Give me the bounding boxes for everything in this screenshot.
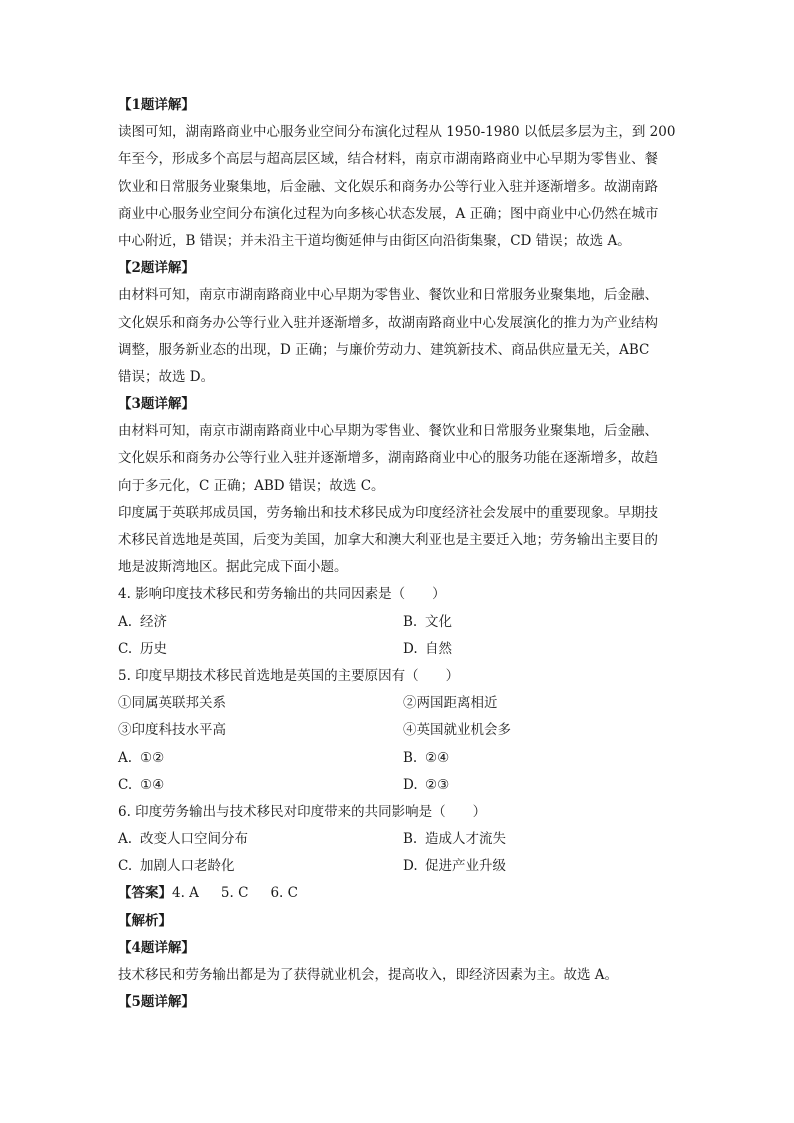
section-3-line: 向于多元化，C 正确；ABD 错误；故选 C。: [118, 477, 385, 494]
answer-item: 4. A: [172, 885, 199, 902]
option-text: 加剧人口老龄化: [140, 858, 235, 875]
option-letter: D.: [403, 858, 418, 875]
option-text: ①④: [140, 776, 165, 793]
option-d: [403, 772, 688, 799]
section-5-heading: 【5题详解】: [118, 994, 195, 1011]
option-b: [403, 609, 688, 636]
option-letter: C.: [118, 776, 133, 793]
option-letter: A.: [118, 831, 133, 848]
option-text: 自然: [425, 640, 452, 657]
option-b: [403, 826, 688, 853]
option-letter: C.: [118, 858, 133, 875]
answer-item: 5. C: [220, 885, 249, 902]
section-1-line: 中心附近，B 错误；并未沿主干道均衡延伸与由街区向沿街集聚，CD 错误；故选 A。: [118, 232, 631, 249]
question-5-stem: 5. 印度早期技术移民首选地是英国的主要原因有（ ）: [118, 667, 460, 684]
statement: ④英国就业机会多: [403, 722, 511, 739]
option-text: 经济: [140, 613, 167, 630]
question-4-options-row: [118, 609, 688, 636]
option-text: 历史: [140, 640, 167, 657]
question-4-stem: 4. 影响印度技术移民和劳务输出的共同因素是（ ）: [118, 586, 446, 603]
intro-line: 地是波斯湾地区。据此完成下面小题。: [118, 559, 348, 576]
section-1-line: 年至今，形成多个高层与超高层区域，结合材料，南京市湖南路商业中心早期为零售业、餐: [118, 151, 658, 168]
section-2-line: 文化娱乐和商务办公等行业入驻并逐渐增多，故湖南路商业中心发展演化的推力为产业结构: [118, 314, 658, 331]
intro-line: 印度属于英联邦成员国，劳务输出和技术移民成为印度经济社会发展中的重要现象。早期技: [118, 504, 658, 521]
section-3-heading: 【3题详解】: [118, 396, 195, 413]
option-text: 促进产业升级: [425, 858, 506, 875]
answer-label: 【答案】: [118, 885, 172, 902]
question-5-statements-row: [118, 717, 688, 744]
question-4-options-row: [118, 636, 688, 663]
statement: ②两国距离相近: [403, 695, 498, 712]
intro-line: 术移民首选地是英国，后变为美国，加拿大和澳大利亚也是主要迁入地；劳务输出主要目的: [118, 532, 658, 548]
option-c: [118, 636, 403, 663]
section-3-line: 文化娱乐和商务办公等行业入驻并逐渐增多，湖南路商业中心的服务功能在逐渐增多，故趋: [118, 450, 658, 467]
section-1-heading: 【1题详解】: [118, 97, 195, 113]
section-1-line: 商业中心服务业空间分布演化过程为向多核心状态发展，A 正确；图中商业中心仍然在城市: [118, 205, 659, 222]
option-letter: A.: [118, 613, 133, 630]
section-2-line: 错误；故选 D。: [118, 368, 215, 385]
section-4-text: 技术移民和劳务输出都是为了获得就业机会，提高收入，即经济因素为主。故选 A。: [118, 967, 619, 983]
option-text: ②③: [425, 776, 450, 793]
section-1-line: 读图可知，湖南路商业中心服务业空间分布演化过程从 1950-1980 以低层多层为主，到 200: [118, 124, 676, 141]
question-6-stem: 6. 印度劳务输出与技术移民对印度带来的共同影响是（ ）: [118, 803, 487, 820]
option-text: 改变人口空间分布: [140, 831, 248, 848]
option-text: 造成人才流失: [425, 831, 506, 848]
question-6-options-row: [118, 826, 688, 853]
question-6-options-row: [118, 853, 688, 880]
option-a: [118, 745, 403, 772]
option-letter: B.: [403, 831, 418, 848]
option-a: [118, 609, 403, 636]
option-d: [403, 853, 688, 880]
option-c: [118, 772, 403, 799]
section-4-heading: 【4题详解】: [118, 939, 195, 956]
question-5-options-row: [118, 772, 688, 799]
option-c: [118, 853, 403, 880]
option-letter: D.: [403, 776, 418, 793]
option-d: [403, 636, 688, 663]
option-letter: C.: [118, 640, 133, 657]
option-letter: A.: [118, 749, 133, 766]
statement: ①同属英联邦关系: [118, 695, 226, 712]
analysis-label: 【解析】: [118, 912, 172, 929]
page-content: [118, 92, 688, 1016]
answer-line: [118, 880, 688, 907]
section-3-line: 由材料可知，南京市湖南路商业中心早期为零售业、餐饮业和日常服务业聚集地，后金融、: [118, 423, 658, 440]
option-letter: D.: [403, 640, 418, 657]
option-text: ②④: [425, 749, 450, 766]
section-1-line: 饮业和日常服务业聚集地，后金融、文化娱乐和商务办公等行业入驻并逐渐增多。故湖南路: [118, 178, 658, 195]
statement: ③印度科技水平高: [118, 722, 226, 739]
section-2-line: 调整，服务新业态的出现，D 正确；与廉价劳动力、建筑新技术、商品供应量无关，ABC: [118, 341, 650, 358]
option-b: [403, 745, 688, 772]
option-text: 文化: [425, 613, 452, 630]
option-letter: B.: [403, 613, 418, 630]
question-5-options-row: [118, 745, 688, 772]
option-letter: B.: [403, 749, 418, 766]
option-text: ①②: [140, 749, 165, 766]
question-5-statements-row: [118, 690, 688, 717]
section-2-line: 由材料可知，南京市湖南路商业中心早期为零售业、餐饮业和日常服务业聚集地，后金融、: [118, 287, 658, 304]
option-a: [118, 826, 403, 853]
section-2-heading: 【2题详解】: [118, 260, 195, 277]
answer-item: 6. C: [270, 885, 298, 902]
